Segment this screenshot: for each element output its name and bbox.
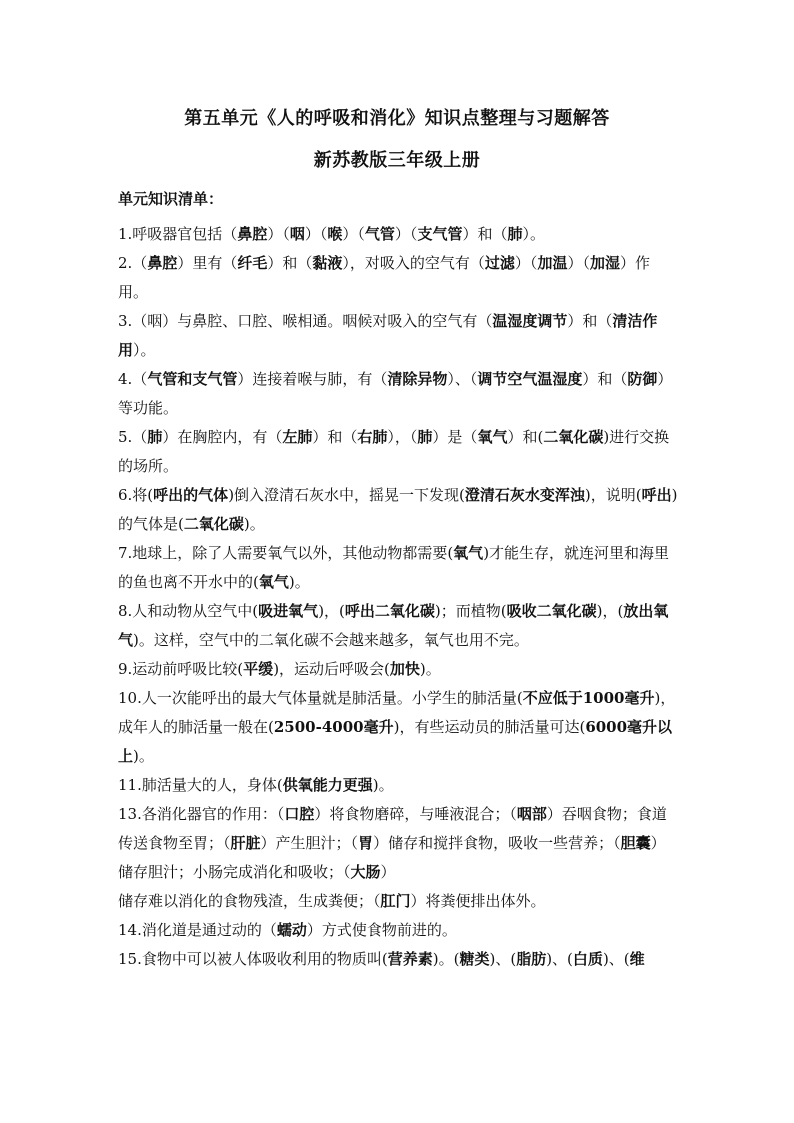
- answer-text: 胆囊: [620, 834, 651, 852]
- item-text: )、(: [546, 950, 573, 968]
- item-text: 2.（: [118, 254, 148, 272]
- item-text: )、(: [602, 950, 630, 968]
- item-text: ）作用。: [118, 254, 650, 301]
- answer-text: 左肺: [282, 428, 313, 446]
- answer-text: 氧气: [477, 428, 508, 446]
- item-text: ）（: [514, 254, 538, 272]
- item-text: )。(: [432, 950, 460, 968]
- answer-text: 支气管: [417, 225, 463, 243]
- item-text: )、(: [489, 950, 517, 968]
- answer-text: 鼻腔: [237, 225, 268, 243]
- item-text: ）（: [267, 225, 290, 243]
- item-text: )进行交换的场所。: [118, 428, 670, 475]
- answer-text: 喉: [327, 225, 343, 243]
- list-item: [118, 249, 678, 307]
- document-title: 第五单元《人的呼吸和消化》知识点整理与习题解答: [184, 108, 610, 129]
- item-text: ）在胸腔内，有（: [162, 428, 283, 446]
- answer-text: 温湿度调节: [492, 312, 568, 330]
- item-text: ）将食物磨碎，与唾液混合；（: [314, 805, 517, 823]
- answer-text: 蠕动: [276, 921, 307, 939]
- answer-text: 咽: [289, 225, 305, 243]
- answer-text: 氧气: [453, 544, 484, 562]
- item-text: )，说明(: [584, 486, 642, 504]
- answer-text: 平缓: [243, 660, 274, 678]
- item-text: ）将粪便排出体外。: [410, 892, 546, 910]
- item-text: 11.肺活量大的人，身体(: [118, 776, 283, 794]
- answer-text: 肺: [417, 428, 433, 446]
- item-text: 10.人一次能呼出的最大气体量就是肺活量。小学生的肺活量(: [118, 689, 523, 707]
- answer-text: 气管和支气管: [147, 370, 238, 388]
- item-text: ）和（: [567, 312, 613, 330]
- answer-text: 二氧化碳: [183, 515, 244, 533]
- item-text: )才能生存，就连河里和海里的鱼也离不开水中的(: [118, 544, 670, 591]
- item-text: ）吞咽食物；食道传送食物至胃；（: [118, 805, 667, 852]
- answer-text: 咽部: [516, 805, 547, 823]
- list-item: [118, 771, 678, 800]
- item-text: )，成年人的肺活量一般在(: [118, 689, 676, 736]
- item-text: ）方式使食物前进的。: [306, 921, 457, 939]
- answer-text: 营养素: [387, 950, 433, 968]
- list-item: [118, 887, 678, 916]
- answer-text: 吸进氧气: [258, 602, 319, 620]
- answer-text: 气管: [364, 225, 395, 243]
- item-text: )，(: [596, 602, 624, 620]
- answer-text: 加快: [389, 660, 420, 678]
- list-item: [118, 307, 678, 365]
- item-text: ）产生胆汁；（: [260, 834, 359, 852]
- item-text: ）和（: [462, 225, 508, 243]
- item-text: ）（: [304, 225, 328, 243]
- document-subtitle: 新苏教版三年级上册: [313, 150, 481, 171]
- list-item: [118, 481, 678, 539]
- answer-text: 肺: [507, 225, 523, 243]
- answer-text: 吸收二氧化碳: [506, 602, 597, 620]
- item-text: )倒入澄清石灰水中，摇晃一下发现(: [228, 486, 465, 504]
- answer-text: 脂肪: [516, 950, 547, 968]
- item-text: )的气体是(: [118, 486, 678, 533]
- list-item: [118, 800, 678, 887]
- item-text: )。这样，空气中的二氧化碳不会越来越多，氧气也用不完。: [133, 631, 529, 649]
- answer-text: 大肠: [350, 863, 381, 881]
- item-text: ）（: [567, 254, 590, 272]
- item-text: )。: [288, 573, 310, 591]
- item-text: ）连接着喉与肺，有（: [237, 370, 388, 388]
- item-text: 7.地球上，除了人需要氧气以外，其他动物都需要(: [118, 544, 454, 562]
- answer-text: 右肺: [357, 428, 388, 446]
- item-text: ）（: [394, 225, 418, 243]
- item-text: 13.各消化器官的作用：（: [118, 805, 285, 823]
- knowledge-list: [118, 220, 678, 974]
- item-text: ），对吸入的空气有（: [342, 254, 485, 272]
- answer-text: 呼出二氧化碳: [344, 602, 435, 620]
- answer-text: 肺: [147, 428, 163, 446]
- answer-text: 不应低于1000毫升: [522, 689, 655, 707]
- item-text: 4.（: [118, 370, 148, 388]
- item-text: ）。: [133, 341, 156, 359]
- item-text: ）储存胆汁；小肠完成消化和吸收；（: [118, 834, 666, 881]
- answer-text: 肝脏: [230, 834, 261, 852]
- list-item: [118, 916, 678, 945]
- list-item: [118, 423, 678, 481]
- item-text: ）和（: [582, 370, 628, 388]
- item-text: ）等功能。: [118, 370, 673, 417]
- answer-text: 呼出的气体: [153, 486, 229, 504]
- answer-text: 调节空气温湿度: [477, 370, 583, 388]
- answer-text: 清洁作用: [118, 312, 658, 359]
- answer-text: 二氧化碳: [543, 428, 604, 446]
- answer-text: 肛门: [380, 892, 411, 910]
- item-text: 8.人和动物从空气中(: [118, 602, 259, 620]
- item-text: ）储存和搅拌食物，吸收一些营养；（: [373, 834, 621, 852]
- item-text: )。: [372, 776, 394, 794]
- answer-text: 供氧能力更强: [282, 776, 373, 794]
- section-heading: 单元知识清单：: [118, 190, 224, 208]
- item-text: ），（: [387, 428, 418, 446]
- answer-text: 呼出: [641, 486, 672, 504]
- item-text: ）: [380, 863, 396, 881]
- item-text: 14.消化道是通过动的（: [118, 921, 277, 939]
- answer-text: 糖类: [459, 950, 490, 968]
- answer-text: 澄清石灰水变浑浊: [464, 486, 585, 504]
- answer-text: 维: [629, 950, 645, 968]
- answer-text: 白质: [572, 950, 603, 968]
- item-text: )，(: [318, 602, 345, 620]
- item-text: 15.食物中可以被人体吸收利用的物质叫(: [118, 950, 388, 968]
- item-text: )。: [133, 747, 154, 765]
- item-text: 9.运动前呼吸比较(: [118, 660, 244, 678]
- item-text: 5.（: [118, 428, 148, 446]
- list-item: [118, 655, 678, 684]
- answer-text: 氧气: [258, 573, 289, 591]
- list-item: [118, 220, 678, 249]
- item-text: 6.将(: [118, 486, 154, 504]
- answer-text: 加湿: [589, 254, 620, 272]
- item-text: ）是（: [432, 428, 478, 446]
- item-text: 储存难以消化的食物残渣，生成粪便；（: [118, 892, 381, 910]
- item-text: 1.呼吸器官包括（: [118, 225, 238, 243]
- item-text: )；而植物(: [434, 602, 507, 620]
- item-text: )，运动后呼吸会(: [273, 660, 390, 678]
- answer-text: 2500-4000毫升: [273, 718, 394, 736]
- item-text: )。: [243, 515, 265, 533]
- item-text: ）和（: [267, 254, 313, 272]
- item-text: 3.（咽）与鼻腔、口腔、喉相通。咽候对吸入的空气有（: [118, 312, 493, 330]
- item-text: ）和（: [312, 428, 358, 446]
- item-text: ）。: [522, 225, 545, 243]
- list-item: [118, 539, 678, 597]
- item-text: ）里有（: [177, 254, 238, 272]
- item-text: ）（: [342, 225, 365, 243]
- answer-text: 加温: [537, 254, 568, 272]
- list-item: [118, 945, 678, 974]
- answer-text: 清除异物: [387, 370, 448, 388]
- item-text: ）、（: [447, 370, 478, 388]
- answer-text: 放出氧气: [118, 602, 669, 649]
- list-item: [118, 365, 678, 423]
- answer-text: 鼻腔: [147, 254, 178, 272]
- answer-text: 过滤: [484, 254, 515, 272]
- answer-text: 6000毫升以上: [118, 718, 673, 765]
- item-text: )。: [419, 660, 441, 678]
- answer-text: 口腔: [284, 805, 315, 823]
- answer-text: 黏液: [312, 254, 343, 272]
- answer-text: 防御: [627, 370, 658, 388]
- list-item: [118, 684, 678, 771]
- list-item: [118, 597, 678, 655]
- answer-text: 纤毛: [237, 254, 268, 272]
- item-text: )，有些运动员的肺活量可达(: [393, 718, 586, 736]
- item-text: ）和(: [507, 428, 544, 446]
- answer-text: 胃: [358, 834, 374, 852]
